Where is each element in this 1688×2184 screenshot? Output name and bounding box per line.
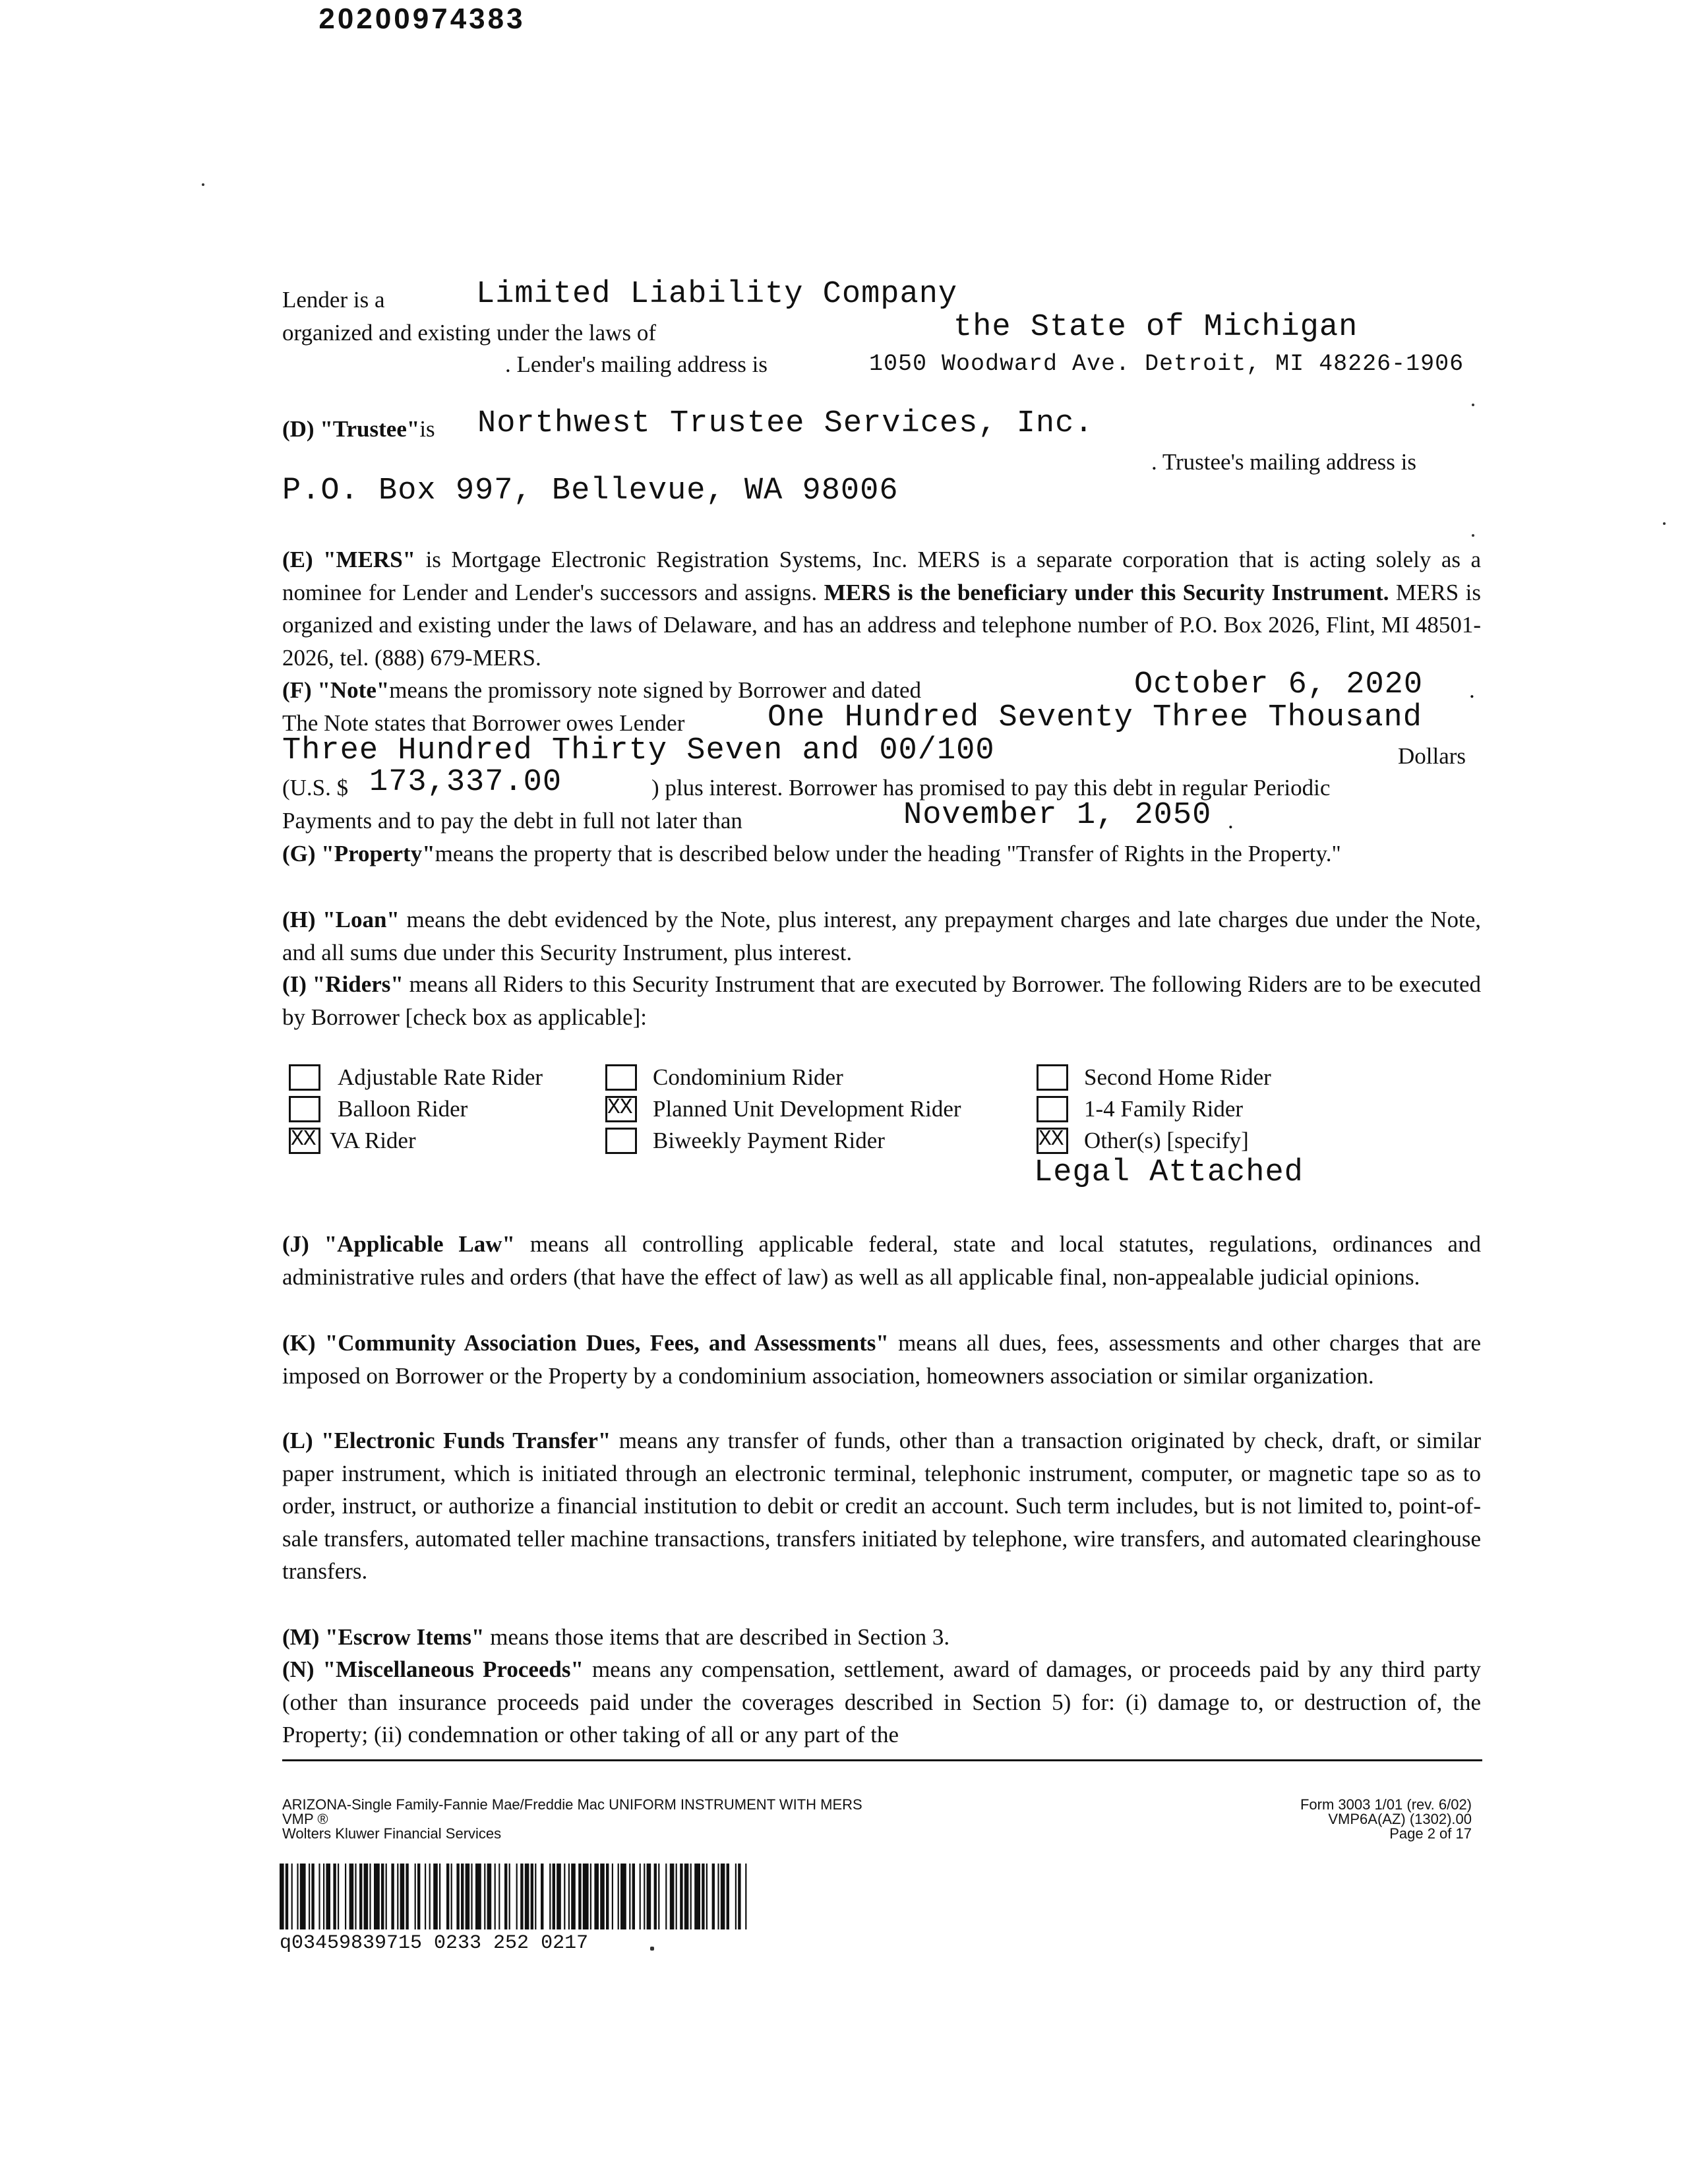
barcode-bar (658, 1864, 659, 1929)
note-payments-label: Payments and to pay the debt in full not later than (282, 808, 742, 834)
applicable-law-label: (J) (282, 1231, 324, 1257)
rider-checkbox-biweekly[interactable] (605, 1128, 637, 1154)
footer-form-number: Form 3003 1/01 (rev. 6/02) (1300, 1796, 1472, 1813)
barcode-bar (684, 1864, 689, 1929)
barcode-bar (326, 1864, 330, 1929)
barcode-bar (386, 1864, 387, 1929)
lender-mailing-label: . Lender's mailing address is (505, 351, 768, 377)
barcode-bar (647, 1864, 651, 1929)
rider-label-second-home: Second Home Rider (1084, 1064, 1271, 1090)
riders-definition (282, 968, 1481, 1033)
rider-label-biweekly: Biweekly Payment Rider (653, 1128, 885, 1153)
applicable-law-text: means all controlling applicable federal, state and local statutes, regulations, ordinances and administrative rules and orders (that have the effect of law) as well as all applicable final, non-appealable judicial opinions. (282, 1231, 1481, 1290)
barcode-bar (359, 1864, 362, 1929)
barcode-bar (475, 1864, 481, 1929)
note-date: October 6, 2020 (1134, 667, 1424, 702)
applicable-law-term: "Applicable Law" (324, 1231, 515, 1257)
note-amount-words-2: Three Hundred Thirty Seven and 00/100 (282, 733, 995, 768)
note-amount-words-1: One Hundred Seventy Three Thousand (768, 700, 1422, 735)
barcode-bar (374, 1864, 380, 1929)
barcode-number: q03459839715 0233 252 0217 (280, 1932, 589, 1955)
barcode-bar (583, 1864, 589, 1929)
barcode-bar (738, 1864, 740, 1929)
misc-proceeds-definition (282, 1653, 1481, 1751)
applicable-law-definition (282, 1228, 1481, 1293)
barcode-graphic (280, 1864, 748, 1929)
barcode-bar (369, 1864, 371, 1929)
note-amount-numeric: 173,337.00 (369, 765, 562, 800)
barcode-bar (381, 1864, 384, 1929)
misc-text: means any compensation, settlement, award of damages, or proceeds paid by any third party (other than insurance proceeds paid under the coverages described in Section 5) for: (i) damage to, or destruction of, the Property; (ii) condemnation or other taking of all or any part of the (282, 1656, 1481, 1747)
rider-checkbox-1-4-family[interactable] (1037, 1096, 1068, 1122)
barcode-bar (297, 1864, 298, 1929)
eft-definition (282, 1424, 1481, 1588)
barcode-bar (466, 1864, 470, 1929)
barcode-bar (509, 1864, 510, 1929)
rider-label-adjustable-rate: Adjustable Rate Rider (338, 1064, 543, 1090)
barcode-bar (721, 1864, 725, 1929)
barcode-bar (553, 1864, 555, 1929)
barcode-bar (735, 1864, 737, 1929)
scan-speck (1472, 534, 1474, 537)
escrow-text: means those items that are described in Section 3. (484, 1624, 950, 1650)
barcode-bar (717, 1864, 719, 1929)
rider-mark: XX (607, 1095, 632, 1120)
barcode-bar (690, 1864, 692, 1929)
note-plus-label: ) plus interest. Borrower has promised to pay this debt in regular Periodic (651, 775, 1331, 801)
barcode-bar (484, 1864, 485, 1929)
barcode-bar (676, 1864, 677, 1929)
lender-laws-label: organized and existing under the laws of (282, 320, 656, 346)
trustee-name: Northwest Trustee Services, Inc. (477, 406, 1094, 441)
barcode-bar (345, 1864, 346, 1929)
loan-text: means the debt evidenced by the Note, plus interest, any prepayment charges and late charges due under the Note, and all sums due under this Security Instrument, plus interest. (282, 907, 1481, 965)
loan-term: "Loan" (322, 907, 400, 932)
barcode-bar (300, 1864, 306, 1929)
riders-label: (I) (282, 971, 313, 997)
note-prefix: (F) (282, 677, 318, 703)
barcode-bar (520, 1864, 523, 1929)
barcode-bar (318, 1864, 320, 1929)
barcode-bar (415, 1864, 416, 1929)
barcode-bar (280, 1864, 284, 1929)
mers-text1: is Mortgage Electronic Registration Systems, Inc. MERS is a separate corporation that is acting solely as a nominee for Lender and Lender's successors and assigns. (282, 547, 1481, 605)
mers-bold: MERS is the beneficiary under this Security Instrument. (824, 579, 1389, 605)
trustee-term: "Trustee" (320, 416, 420, 442)
note-us-label: (U.S. $ (282, 775, 349, 801)
rider-checkbox-second-home[interactable] (1037, 1064, 1068, 1091)
barcode-bar (425, 1864, 426, 1929)
other-rider-specification: Legal Attached (1034, 1155, 1304, 1190)
barcode-bar (612, 1864, 613, 1929)
misc-term: "Miscellaneous Proceeds" (322, 1656, 584, 1682)
riders-text: means all Riders to this Security Instrument that are executed by Borrower. The following Riders are to be executed by Borrower [check box as applicable]: (282, 971, 1482, 1030)
barcode-bar (706, 1864, 708, 1929)
loan-label: (H) (282, 907, 323, 932)
note-period: . (1469, 677, 1475, 703)
barcode-bar (702, 1864, 704, 1929)
barcode-bar (364, 1864, 369, 1929)
barcode-bar (629, 1864, 630, 1929)
barcode-bar (640, 1864, 641, 1929)
eft-text: means any transfer of funds, other than a transaction originated by check, draft, or similar paper instrument, which is initiated through an electronic terminal, telephonic instrument, computer, or magnetic tape so as to order, instruct, or authorize a financial institution to debit or credit an account. Such term includes, but is not limited to, point-of-sale transfers, automated teller machine transactions, transfers initiated by telephone, wire transfers, and automated clearinghouse transfers. (282, 1428, 1481, 1584)
barcode-bar (391, 1864, 394, 1929)
barcode-bar (590, 1864, 591, 1929)
note-maturity: November 1, 2050 (903, 798, 1212, 833)
rider-checkbox-other[interactable] (1037, 1128, 1068, 1154)
escrow-term: "Escrow Items" (325, 1624, 485, 1650)
mers-text2: MERS is organized and existing under the laws of Delaware, and has an address and telephone number of P.O. Box 2026, Flint, MI 48501-2026, tel. (888) 679-MERS. (282, 579, 1481, 671)
barcode-bar (745, 1864, 746, 1929)
property-definition (282, 837, 1481, 870)
barcode-bar (549, 1864, 551, 1929)
barcode-bar (456, 1864, 459, 1929)
rider-checkbox-condominium[interactable] (605, 1064, 637, 1091)
note-owes-label: The Note states that Borrower owes Lender (282, 710, 685, 736)
trustee-address: P.O. Box 997, Bellevue, WA 98006 (282, 473, 899, 508)
barcode-bar (600, 1864, 605, 1929)
barcode-bar (644, 1864, 645, 1929)
community-label: (K) (282, 1330, 325, 1356)
barcode-bar (338, 1864, 339, 1929)
barcode-bar (461, 1864, 464, 1929)
escrow-label: (M) (282, 1624, 326, 1650)
barcode-bar (451, 1864, 452, 1929)
property-term: "Property" (321, 841, 435, 866)
lender-type: Limited Liability Company (476, 277, 958, 312)
barcode-bar (578, 1864, 581, 1929)
footer-divider (282, 1759, 1482, 1761)
rider-label-condominium: Condominium Rider (653, 1064, 843, 1090)
rider-mark: XX (1039, 1127, 1064, 1151)
barcode-bar (594, 1864, 599, 1929)
barcode-bar (541, 1864, 543, 1929)
lender-is-label: Lender is a (282, 287, 385, 313)
footer-form-title: ARIZONA-Single Family-Fannie Mae/Freddie Mac UNIFORM INSTRUMENT WITH MERS (282, 1796, 862, 1813)
scan-speck (202, 183, 204, 186)
rider-checkbox-pud[interactable] (605, 1096, 637, 1122)
barcode-bar (311, 1864, 314, 1929)
trustee-label (282, 413, 435, 446)
barcode-bar (323, 1864, 324, 1929)
barcode-bar (397, 1864, 398, 1929)
rider-label-balloon: Balloon Rider (338, 1096, 468, 1122)
barcode-bar (727, 1864, 729, 1929)
barcode-bar (670, 1864, 675, 1929)
barcode-bar (487, 1864, 492, 1929)
rider-label-other: Other(s) [specify] (1084, 1128, 1249, 1153)
misc-label: (N) (282, 1656, 323, 1682)
barcode-bar (620, 1864, 626, 1929)
property-text: means the property that is described below under the heading "Transfer of Rights in the Property." (435, 841, 1341, 866)
community-text: means all dues, fees, assessments and other charges that are imposed on Borrower or the Property by a condominium association, homeowners association or similar organization. (282, 1330, 1481, 1389)
mers-definition (282, 543, 1481, 674)
lender-state: the State of Michigan (953, 310, 1358, 345)
barcode-bar (349, 1864, 354, 1929)
rider-checkbox-va[interactable] (289, 1128, 320, 1154)
barcode-bar (571, 1864, 576, 1929)
barcode-bar (498, 1864, 500, 1929)
rider-label-va: VA Rider (330, 1128, 416, 1153)
footer-vmp: VMP ® (282, 1811, 328, 1827)
scan-speck (1663, 522, 1666, 525)
footer-vmp-code: VMP6A(AZ) (1302).00 (1328, 1811, 1472, 1827)
barcode-bar (400, 1864, 405, 1929)
note-dollars-label: Dollars (1398, 743, 1466, 769)
rider-mark: XX (291, 1127, 316, 1151)
trustee-mailing-label: . Trustee's mailing address is (1151, 449, 1417, 475)
barcode-bar (568, 1864, 570, 1929)
barcode-bar (471, 1864, 472, 1929)
barcode-bar (504, 1864, 507, 1929)
mers-term: "MERS" (323, 547, 416, 572)
note-text: means the promissory note signed by Borrower and dated (389, 677, 922, 703)
lender-address: 1050 Woodward Ave. Detroit, MI 48226-1906 (869, 351, 1464, 377)
eft-label: (L) (282, 1428, 322, 1453)
scan-speck (1472, 404, 1474, 406)
escrow-items-definition (282, 1621, 1481, 1654)
barcode-bar (429, 1864, 431, 1929)
barcode-bar (531, 1864, 533, 1929)
scan-speck (650, 1947, 654, 1951)
barcode-bar (606, 1864, 609, 1929)
rider-checkbox-adjustable-rate[interactable] (289, 1064, 320, 1091)
footer-page-number: Page 2 of 17 (1389, 1825, 1472, 1842)
barcode-bar (406, 1864, 408, 1929)
rider-label-pud: Planned Unit Development Rider (653, 1096, 961, 1122)
rider-label-1-4-family: 1-4 Family Rider (1084, 1096, 1244, 1122)
barcode-bar (446, 1864, 449, 1929)
barcode-bar (680, 1864, 682, 1929)
barcode-bar (564, 1864, 565, 1929)
note-term: "Note" (317, 677, 390, 703)
note-period-2: . (1228, 808, 1234, 834)
barcode-bar (535, 1864, 536, 1929)
property-label: (G) (282, 841, 322, 866)
barcode-bar (712, 1864, 715, 1929)
footer-publisher: Wolters Kluwer Financial Services (282, 1825, 502, 1842)
barcode-bar (665, 1864, 667, 1929)
barcode-bar (417, 1864, 420, 1929)
barcode-bar (286, 1864, 288, 1929)
document-number: 20200974383 (318, 3, 526, 35)
loan-definition (282, 903, 1481, 969)
barcode-bar (355, 1864, 356, 1929)
eft-term: "Electronic Funds Transfer" (321, 1428, 611, 1453)
community-term: "Community Association Dues, Fees, and Assessments" (324, 1330, 889, 1356)
barcode-bar (618, 1864, 619, 1929)
barcode-bar (433, 1864, 438, 1929)
trustee-prefix: (D) (282, 416, 320, 442)
barcode-bar (333, 1864, 336, 1929)
trustee-is: is (419, 416, 435, 442)
mers-label: (E) (282, 547, 324, 572)
barcode-bar (309, 1864, 310, 1929)
rider-checkbox-balloon[interactable] (289, 1096, 320, 1122)
barcode-bar (495, 1864, 496, 1929)
barcode-bar (525, 1864, 529, 1929)
barcode-bar (557, 1864, 561, 1929)
barcode-bar (439, 1864, 440, 1929)
riders-term: "Riders" (312, 971, 404, 997)
barcode-bar (632, 1864, 635, 1929)
community-association-definition (282, 1327, 1481, 1392)
barcode-bar (694, 1864, 700, 1929)
barcode-bar (291, 1864, 293, 1929)
barcode-bar (516, 1864, 518, 1929)
barcode-bar (654, 1864, 657, 1929)
